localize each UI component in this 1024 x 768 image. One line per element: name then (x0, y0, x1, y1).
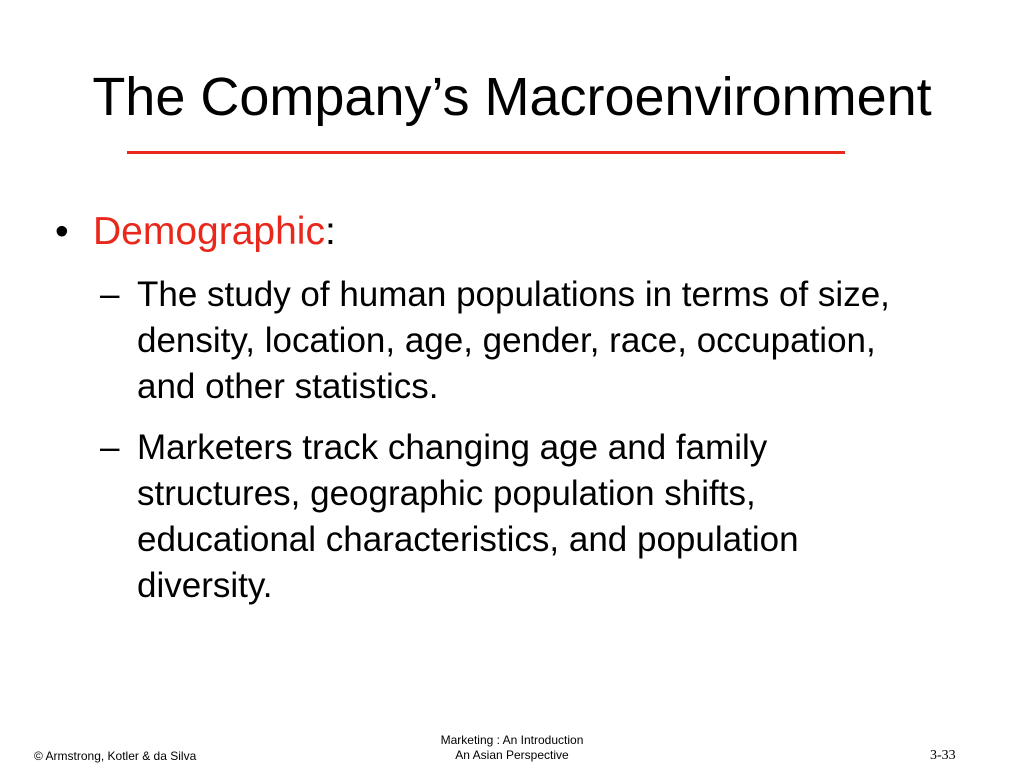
footer-book-line-2: An Asian Perspective (455, 748, 569, 762)
sub-point-marketers (100, 425, 920, 609)
footer-book-line-1: Marketing : An Introduction (440, 733, 584, 747)
sub-point-marker: – (100, 275, 120, 314)
bullet-marker: • (55, 210, 69, 253)
page-number: 3-33 (930, 748, 956, 763)
footer-book-title (412, 733, 612, 763)
footer-copyright: © Armstrong, Kotler & da Silva (34, 749, 197, 763)
sub-point-marker: – (100, 428, 120, 467)
slide-title: The Company’s Macroenvironment (92, 67, 932, 127)
sub-point-text: Marketers track changing age and family structures, geographic population shifts, educational characteristics, and population diversity. (137, 428, 799, 605)
bullet-colon: : (324, 210, 336, 253)
sub-point-definition (100, 272, 920, 410)
title-underline (127, 151, 845, 154)
bullet-term: Demographic (93, 210, 325, 253)
sub-point-text: The study of human populations in terms of size, density, location, age, gender, race, occupation, and other statistics. (137, 275, 890, 406)
bullet-item (55, 208, 336, 256)
